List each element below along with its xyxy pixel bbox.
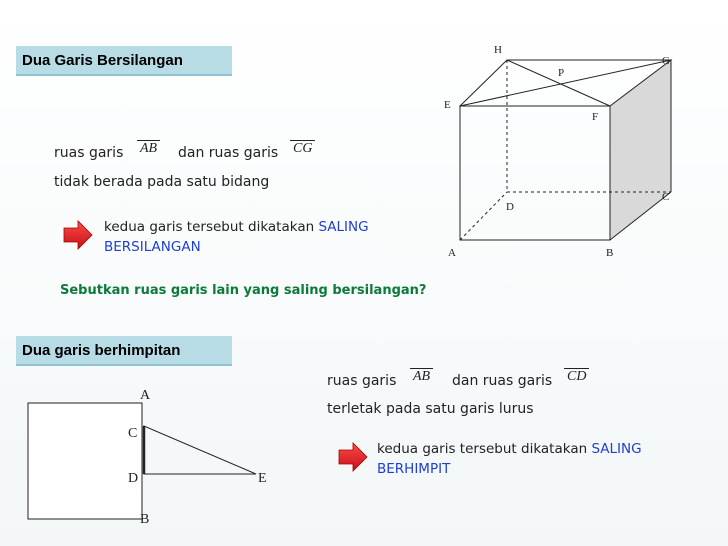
label-c: C bbox=[662, 191, 670, 203]
dan-ruas-garis-label-2: dan ruas garis bbox=[452, 373, 553, 389]
conclusion-text-2: kedua garis tersebut dikatakan bbox=[377, 441, 592, 457]
ruas-garis-label-1: ruas garis bbox=[54, 145, 124, 161]
label-c-2: C bbox=[128, 426, 138, 441]
cube-right-face bbox=[610, 60, 671, 240]
label-a: A bbox=[448, 247, 456, 259]
label-b: B bbox=[606, 247, 614, 259]
label-p: P bbox=[558, 67, 565, 79]
segment-ab-2: AB bbox=[410, 368, 433, 385]
question-text: Sebutkan ruas garis lain yang saling bersilangan? bbox=[60, 283, 427, 298]
segment-ab-1: AB bbox=[137, 140, 160, 157]
satu-garis-lurus-text: terletak pada satu garis lurus bbox=[327, 401, 534, 417]
bersilangan-term: BERSILANGAN bbox=[104, 239, 201, 255]
conclusion-text-1: kedua garis tersebut dikatakan bbox=[104, 219, 319, 235]
label-g: G bbox=[662, 55, 670, 67]
label-b-2: B bbox=[140, 512, 150, 527]
arrow-right-icon-2 bbox=[337, 441, 369, 473]
label-e: E bbox=[444, 99, 451, 111]
section-title-berhimpitan: Dua garis berhimpitan bbox=[16, 336, 232, 366]
saling-term-1: SALING bbox=[318, 219, 369, 235]
cube-front-face bbox=[460, 106, 610, 240]
section-title-bersilangan: Dua Garis Bersilangan bbox=[16, 46, 232, 76]
saling-term-2: SALING bbox=[591, 441, 642, 457]
dan-ruas-garis-label-1: dan ruas garis bbox=[178, 145, 279, 161]
conclusion-berhimpitan bbox=[377, 439, 697, 479]
segment-cd: CD bbox=[564, 368, 589, 385]
label-d: D bbox=[506, 201, 514, 213]
ruas-garis-label-2: ruas garis bbox=[327, 373, 397, 389]
label-e-2: E bbox=[258, 471, 267, 486]
segment-cg: CG bbox=[290, 140, 315, 157]
triangle-shape bbox=[144, 426, 256, 474]
berhimpit-term: BERHIMPIT bbox=[377, 461, 451, 477]
cube-figure bbox=[440, 40, 680, 270]
label-a-2: A bbox=[140, 388, 151, 403]
label-h: H bbox=[494, 44, 502, 56]
coincident-lines-figure bbox=[20, 380, 280, 530]
conclusion-bersilangan bbox=[104, 217, 404, 257]
edge-ad-hidden bbox=[460, 192, 507, 240]
square-shape bbox=[28, 403, 142, 519]
label-f: F bbox=[592, 111, 599, 123]
label-d-2: D bbox=[128, 471, 139, 486]
arrow-right-icon bbox=[62, 219, 94, 251]
tidak-sebidang-text: tidak berada pada satu bidang bbox=[54, 174, 270, 190]
